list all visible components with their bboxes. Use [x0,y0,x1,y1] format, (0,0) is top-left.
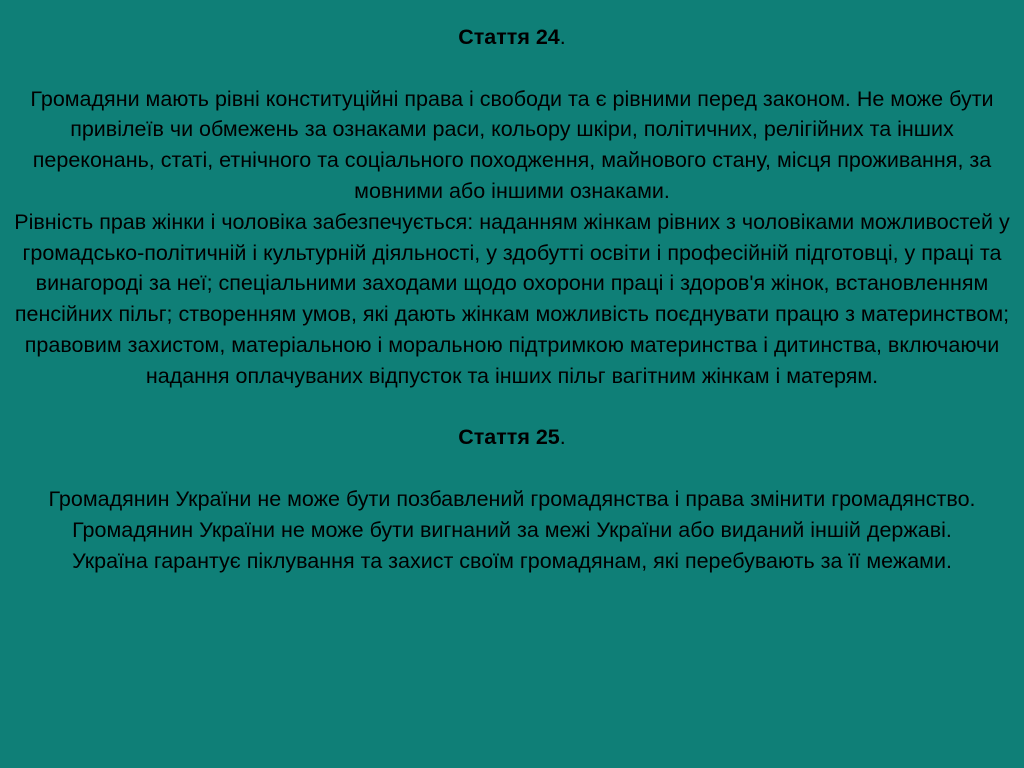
article-25-dot: . [559,425,566,450]
spacer [8,392,1016,423]
article-25-paragraph-2: Громадянин України не може бути вигнаний за межі України або виданий іншій державі. [72,517,952,542]
article-25-paragraph-3: Україна гарантує піклування та захист своїм громадянам, які перебувають за її межами. [72,548,952,573]
spacer [8,53,1016,84]
article-24-paragraph-3: правовим захистом, матеріальною і моральною підтримкою материнства і дитинства, включаючи надання оплачуваних відпусток та інших пільг вагітним жінкам і матерям. [24,332,1000,388]
article-24-paragraph-1: Громадяни мають рівні конституційні права і свободи та є рівними перед законом. Не може бути привілеїв чи обмежень за ознаками раси, кольору шкіри, політичних, релігійних та інших переконань, статі, етнічного та соціального походження, майнового стану, місця проживання, за мовними або іншими ознаками. [30,86,994,203]
article-24-paragraph-2: Рівність прав жінки і чоловіка забезпечується: наданням жінкам рівних з чоловіками можливостей у громадсько-політичній і культурній діяльності, у здобутті освіти і професійній підготовці, у праці та винагороді за неї; спеціальними заходами щодо охорони праці і здоров'я жінок, встановленням пенсійних пільг; створенням умов, які дають жінкам можливість поєднувати працю з материнством; [14,209,1010,327]
article-25-heading [8,422,1016,453]
article-24-heading [8,22,1016,53]
article-25-label: Стаття 25 [458,425,560,450]
spacer [8,453,1016,484]
article-24-label: Стаття 24 [458,25,560,49]
article-25-paragraph-1: Громадянин України не може бути позбавлений громадянства і права змінити громадянство. [48,486,976,511]
article-24-dot: . [559,25,566,49]
